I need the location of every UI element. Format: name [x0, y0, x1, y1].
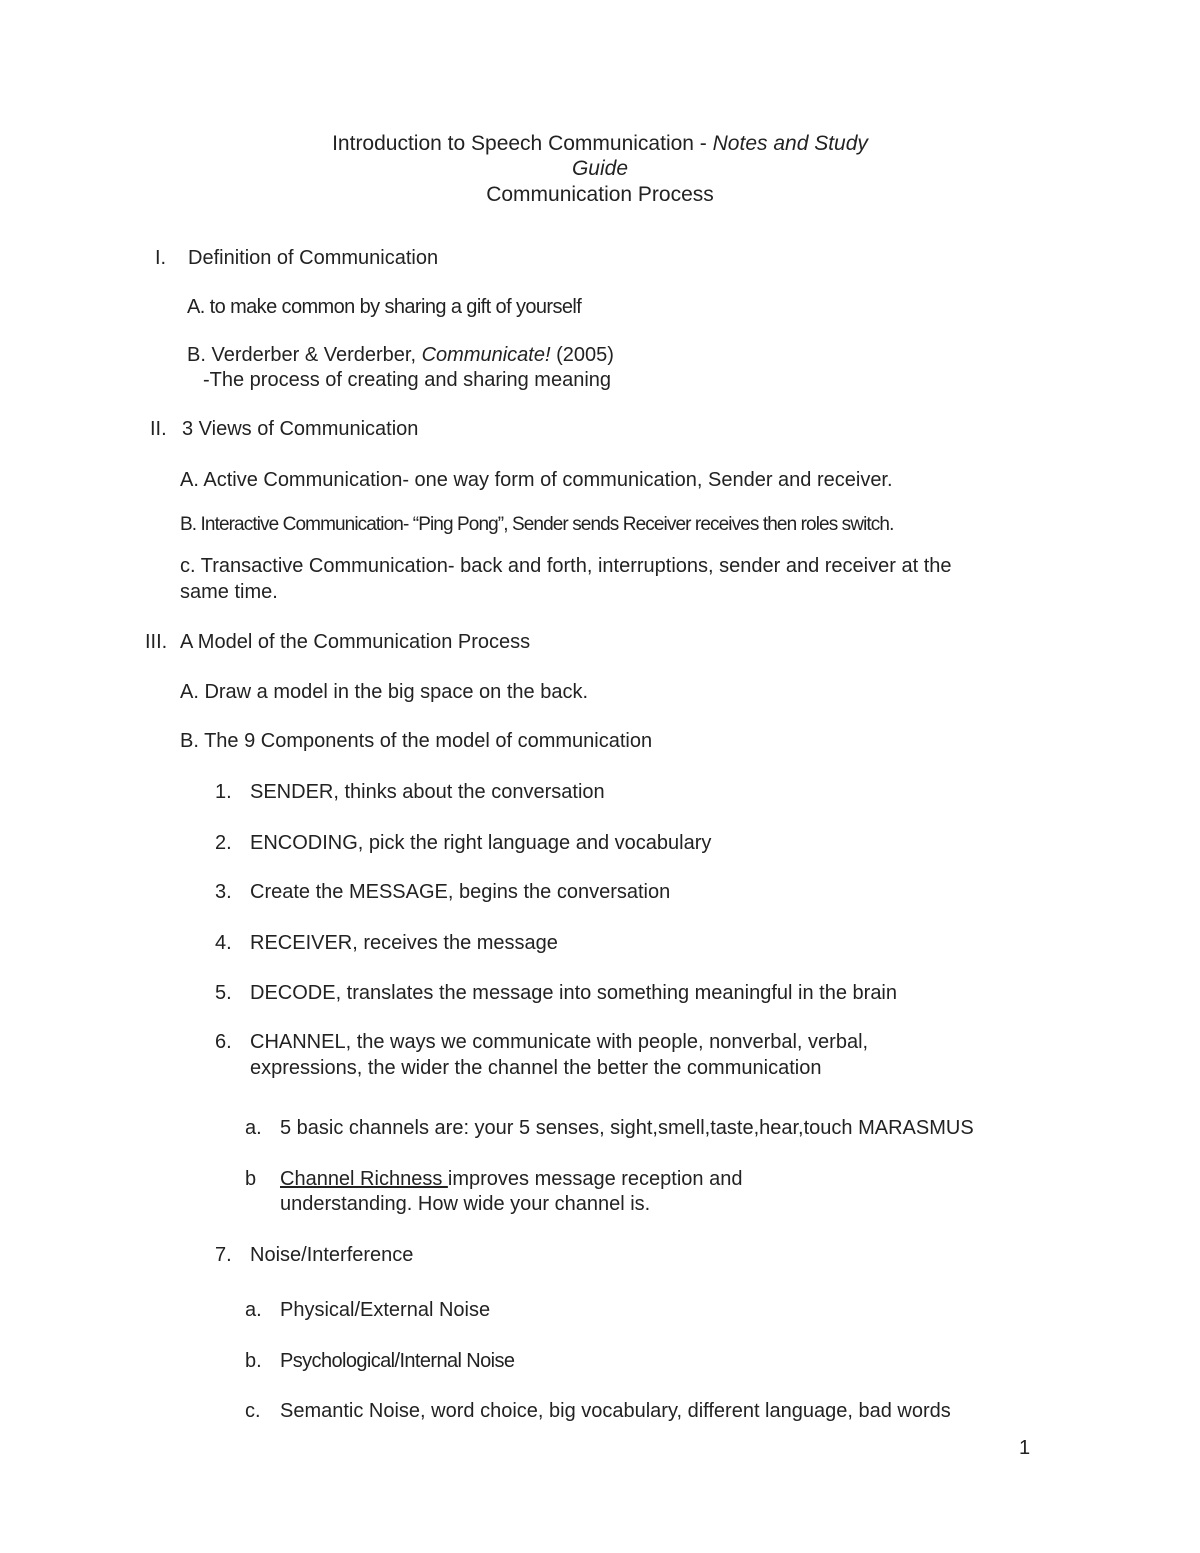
- section-2-numeral: II.: [150, 418, 167, 440]
- noise-sub-a-letter: a.: [245, 1299, 262, 1321]
- section-3-heading: A Model of the Communication Process: [180, 631, 531, 653]
- component-5-number: 5.: [215, 982, 232, 1004]
- component-6-number: 6.: [215, 1031, 232, 1053]
- section-2-item-c: c. Transactive Communication- back and forth, interruptions, sender and receiver at the: [180, 555, 952, 577]
- section-1-item-b-sub: -The process of creating and sharing meaning: [203, 369, 612, 391]
- document-title: Introduction to Speech Communication - Notes and Study: [332, 132, 868, 155]
- section-1-numeral: I.: [155, 247, 167, 269]
- component-7-number: 7.: [215, 1244, 232, 1266]
- noise-sub-b-text: Psychological/Internal Noise: [280, 1350, 515, 1372]
- component-3-text: Create the MESSAGE, begins the conversation: [250, 881, 671, 903]
- section-3-item-b: B. The 9 Components of the model of communication: [180, 730, 653, 752]
- channel-sub-a-text: 5 basic channels are: your 5 senses, sight,smell,taste,hear,touch MARASMUS: [280, 1117, 974, 1139]
- channel-richness-term: Channel Richness: [280, 1168, 448, 1190]
- noise-sub-c-text: Semantic Noise, word choice, big vocabulary, different language, bad words: [280, 1400, 951, 1422]
- noise-sub-b-letter: b.: [245, 1350, 262, 1372]
- section-2-item-c-continued: same time.: [180, 581, 278, 603]
- section-2-item-a: A. Active Communication- one way form of communication, Sender and receiver.: [180, 469, 893, 491]
- component-7-text: Noise/Interference: [250, 1244, 414, 1266]
- channel-sub-a-letter: a.: [245, 1117, 262, 1139]
- noise-sub-a-text: Physical/External Noise: [280, 1299, 491, 1321]
- component-4-text: RECEIVER, receives the message: [250, 932, 558, 954]
- component-1-number: 1.: [215, 781, 232, 803]
- component-6-text: CHANNEL, the ways we communicate with people, nonverbal, verbal,: [250, 1031, 869, 1053]
- document-subtitle: Communication Process: [486, 183, 714, 206]
- component-2-number: 2.: [215, 832, 232, 854]
- section-2-heading: 3 Views of Communication: [182, 418, 419, 440]
- channel-sub-b-text: Channel Richness improves message reception and: [280, 1168, 743, 1190]
- channel-sub-b-text-continued: understanding. How wide your channel is.: [280, 1193, 651, 1215]
- section-3-numeral: III.: [145, 631, 168, 653]
- document-title-continued: Guide: [571, 157, 629, 180]
- component-3-number: 3.: [215, 881, 232, 903]
- component-1-text: SENDER, thinks about the conversation: [250, 781, 605, 803]
- section-1-item-a: A. to make common by sharing a gift of yourself: [187, 296, 582, 318]
- component-2-text: ENCODING, pick the right language and vocabulary: [250, 832, 712, 854]
- component-4-number: 4.: [215, 932, 232, 954]
- noise-sub-c-letter: c.: [245, 1400, 261, 1422]
- component-6-text-continued: expressions, the wider the channel the better the communication: [250, 1057, 822, 1079]
- section-3-item-a: A. Draw a model in the big space on the back.: [180, 681, 589, 703]
- section-2-item-b: B. Interactive Communication- “Ping Pong”, Sender sends Receiver receives then roles switch.: [180, 514, 894, 535]
- section-1-item-b: B. Verderber & Verderber, Communicate! (2005): [187, 344, 614, 366]
- page-number: 1: [1019, 1437, 1031, 1459]
- section-1-heading: Definition of Communication: [188, 247, 439, 269]
- channel-sub-b-letter: b: [245, 1168, 257, 1190]
- component-5-text: DECODE, translates the message into something meaningful in the brain: [250, 982, 898, 1004]
